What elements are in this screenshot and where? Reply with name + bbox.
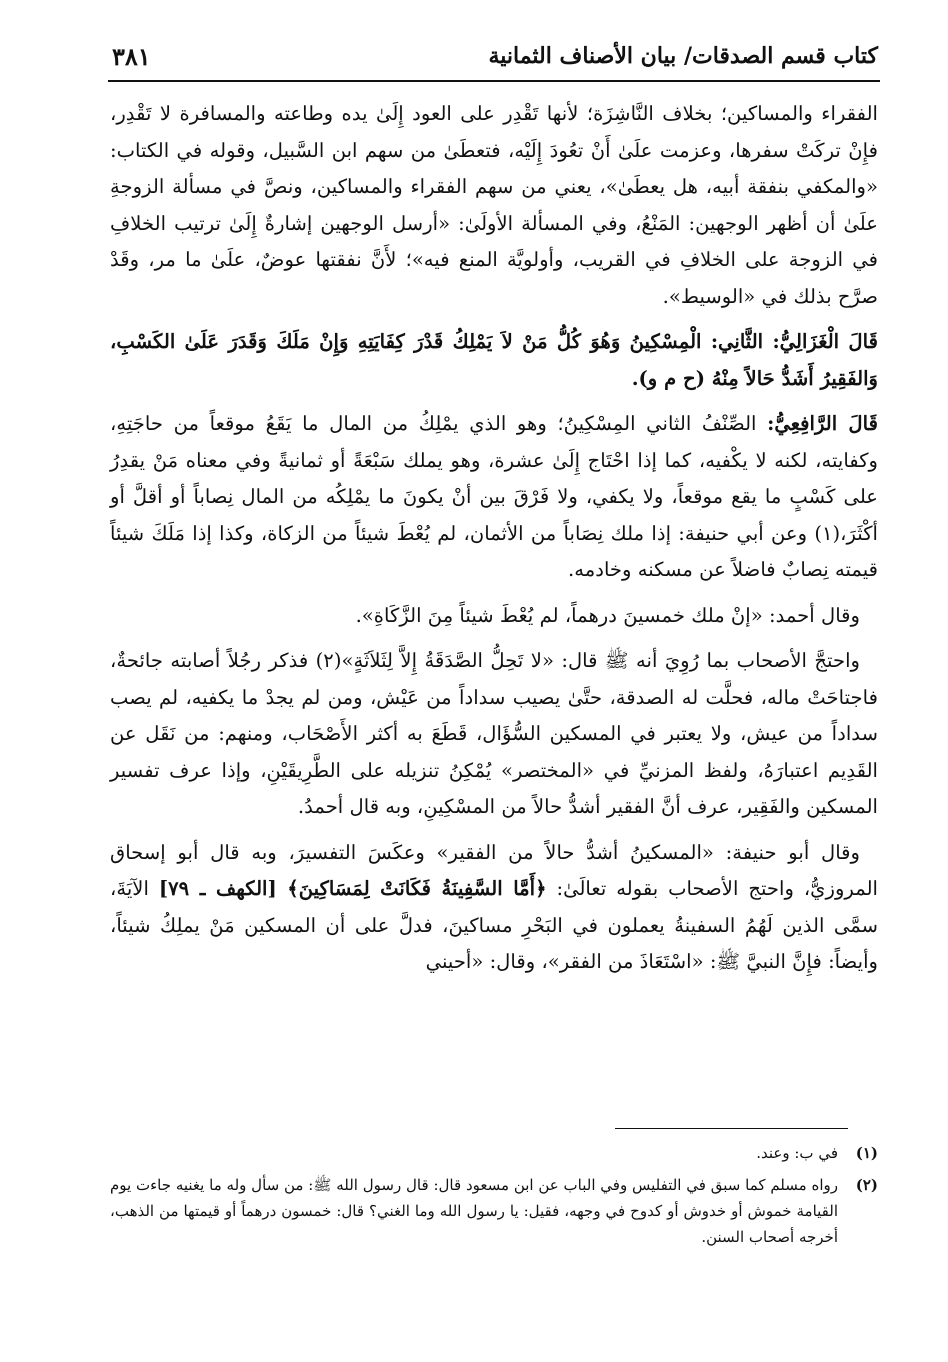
header-rule — [108, 80, 880, 82]
paragraph-ghazali: قَالَ الْغَزَالِيُّ: الثَّانِي: الْمِسْكِينُ وَهُوَ كُلُّ مَنْ لاَ يَمْلِكُ قَدْرَ كِفَايَتِهِ وَإِنْ مَلَكَ وَقَدَرَ عَلَىٰ الكَسْبِ، وَالفَقِيرُ أَشَدُّ حَالاً مِنْهُ (ح م و). — [110, 330, 878, 390]
footnote-number: (٢) — [855, 1176, 878, 1194]
paragraph-rafii — [110, 406, 878, 589]
rafii-label: قَالَ الرَّافِعِيُّ: — [767, 412, 878, 435]
paragraph-abu-hanifa — [110, 835, 878, 981]
footnote-text: رواه مسلم كما سبق في التفليس وفي الباب عن ابن مسعود قال: قال رسول الله ﷺ: من سأل وله ما يغنيه جاءت يوم القيامة خموش أو خدوش أو كدوح في وجهه، فقيل: يا رسول الله وما الغني؟ قال: خمسون درهماً أو قيمتها من الذهب، أخرجه أصحاب السنن. — [110, 1176, 838, 1246]
abu-hanifa-text-b: الآيَةَ، سمَّى الذين لَهُمُ السفينةُ يعملون في البَحْرِ مساكينَ، فدلَّ على أن المسكين مَنْ يملِكُ شيئاً، وأيضاً: فإِنَّ النبيَّ ﷺ: «اسْتَعَاذَ من الفقر»، وقال: «أحيني — [110, 877, 878, 973]
quran-verse: ﴿أَمَّا السَّفِينَةُ فَكَانَتْ لِمَسَاكِينَ﴾ [الكهف ـ ٧٩] — [158, 877, 547, 900]
paragraph-1: الفقراء والمساكين؛ بخلاف النَّاشِزَة؛ لأنها تَقْدِر على العود إِلَىٰ يده وطاعته والمسافرة لا تَقْدِر، فإِنْ تركَتْ سفرها، وعزمت علَىٰ أَنْ تعُودَ إِلَيْه، فتعطَىٰ من سهم ابن السَّبيل، وقوله في الكتاب: «والمكفي بنفقة أبيه، هل يعطَىٰ»، يعني من سهم الفقراء والمساكين، ونصَّ في مسألة الزوجةِ علَىٰ أن أظهر الوجهين: المَنْعُ، وفي المسألة الأولَىٰ: «أرسل الوجهين إشارةٌ إِلَىٰ ترتيب الخلافِ في الزوجة على الخلافِ في القريب، وأولويَّة المنع فيه»؛ لأَنَّ نفقتها عوضٌ، علَىٰ ما مر، وقَدْ صرَّح بذلك في «الوسيط». — [110, 102, 878, 308]
abu-hanifa-text-a: وقال أبو حنيفة: «المسكينُ أشدُّ حالاً من الفقير» وعكَسَ التفسيرَ، وبه قال أبو إسحاق المروزيُّ، واحتج الأصحاب بقوله تعالَىٰ: — [110, 840, 878, 900]
footnote-rule — [615, 1128, 848, 1129]
main-text — [110, 96, 878, 990]
footnote-text: في ب: وعند. — [756, 1144, 838, 1162]
footnote — [110, 1172, 878, 1250]
paragraph-ashab: واحتجَّ الأصحاب بما رُوِيَ أنه ﷺ قال: «لا تَحِلُّ الصَّدَقَةُ إِلاَّ لِثَلاَثَةٍ»(٢) فذكر رجُلاً أصابته جائحةٌ، فاجتاحَتْ ماله، فحلَّت له الصدقة، حتَّىٰ يصيب سداداً من عَيْش، ومن لم يجدْ ما يكفيه، لم يصب سداداً من عيش، ولا يعتبر في المسكين السُّؤَال، قَطَعَ به أكثر الأَصْحَاب، ومنهم: من نَقَل عن القَدِيم اعتبارَهُ، ولفظ المزنيِّ في «المختصر» يُمْكِنُ تنزيله على الطَّرِيقَيْنِ، وإذا عرف تفسير المسكين والفَقِير، عرف أنَّ الفقير أشدُّ حالاً من المسْكِينِ، وبه قال أحمدُ. — [110, 649, 878, 818]
footnotes — [110, 1140, 878, 1256]
page-number: ٣٨١ — [112, 41, 151, 71]
running-title: كتاب قسم الصدقات/ بيان الأصناف الثمانية — [488, 43, 878, 69]
footnote-number: (١) — [855, 1144, 878, 1162]
footnote — [110, 1140, 878, 1166]
rafii-text: الصِّنْفُ الثاني المِسْكِينُ؛ وهو الذي يمْلِكُ من المال ما يَقَعُ موقعاً من حاجَتِهِ، وكفايته، لكنه لا يكْفيه، كما إذا احْتَاج إِلَىٰ عشرة، وهو يملك سَبْعَةً أو ثمانيةً وفي معناه مَنْ يقدِرُ على كَسْبٍ ما يقع موقعاً، ولا يكفي، ولا فَرْقَ بين أنْ يكونَ ما يمْلِكُه من المال نِصاباً أو أقلَّ أو أكْثَرَ،(١) وعن أبي حنيفة: إذا ملك نِصَاباً من الأثمان، لم يُعْطَ شيئاً من الزكاة، وكذا إذا مَلَكَ شيئاً قيمته نِصابٌ فاضلاً عن مسكنه وخادمه. — [110, 412, 878, 581]
page-header — [112, 34, 878, 78]
paragraph-ahmad: وقال أحمد: «إنْ ملك خمسينَ درهماً، لم يُعْطَ شيئاً مِنَ الزَّكَاةِ». — [355, 603, 860, 627]
